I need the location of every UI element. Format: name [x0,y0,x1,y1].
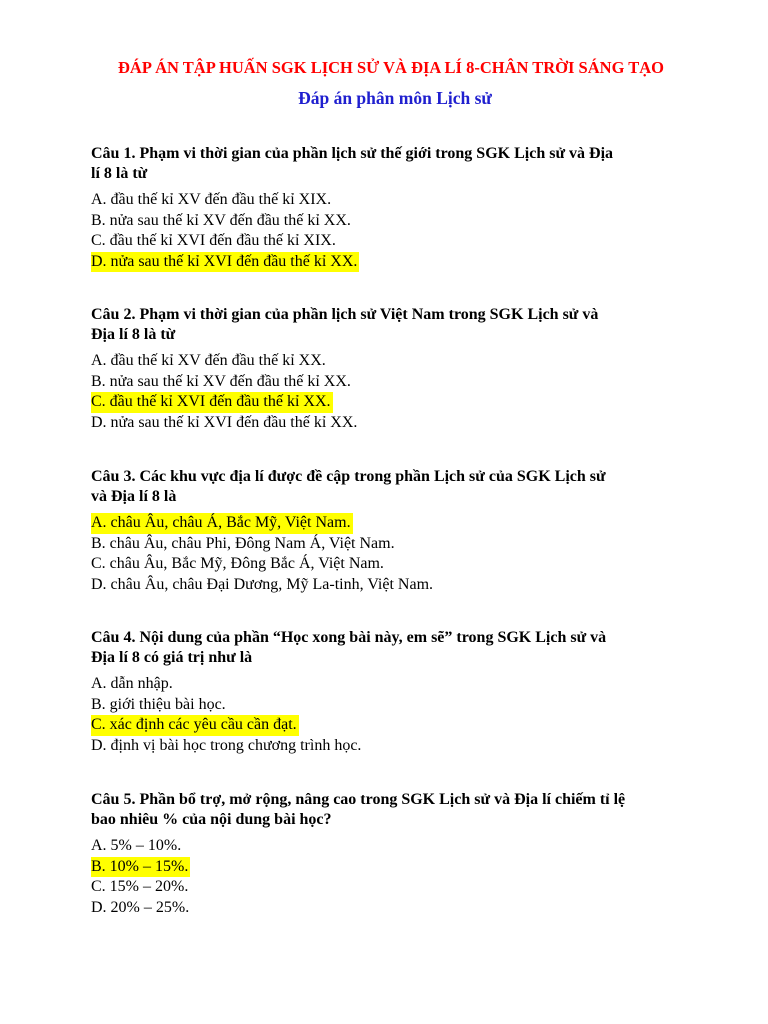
answer-option-b: B. giới thiệu bài học. [91,695,226,713]
answer-option-a: A. dẫn nhập. [91,675,173,692]
question-stem-line: bao nhiêu % của nội dung bài học? [91,811,332,828]
question-stem [91,467,691,507]
answer-option-d-correct: D. nửa sau thế kỉ XVI đến đầu thế kỉ XX. [91,252,691,273]
question-stem-line: Câu 5. Phần bổ trợ, mở rộng, nâng cao trong SGK Lịch sử và Địa lí chiếm tỉ lệ [91,791,626,808]
answer-option-b-correct: B. 10% – 15%. [91,857,691,878]
question-stem [91,790,691,830]
answer-option-b: B. châu Âu, châu Phi, Đông Nam Á, Việt Nam. [91,534,395,552]
question-stem [91,628,691,668]
answer-option-d: D. châu Âu, châu Đại Dương, Mỹ La-tinh, Việt Nam. [91,575,434,593]
answer-option-c-correct: C. xác định các yêu cầu cần đạt. [91,715,691,736]
question-stem [91,144,691,184]
section-subtitle: Đáp án phân môn Lịch sử [298,88,492,108]
question-5 [91,790,691,918]
question-stem-line: lí 8 là từ [91,165,148,182]
answer-option-b: B. nửa sau thế kỉ XV đến đầu thế kỉ XX. [91,211,351,229]
answer-option-d: D. 20% – 25%. [91,898,190,916]
answer-option-a: A. 5% – 10%. [91,837,182,854]
question-3 [91,467,691,595]
question-stem-line: và Địa lí 8 là [91,488,177,505]
answer-option-c-correct: C. đầu thế kỉ XVI đến đầu thế kỉ XX. [91,392,691,413]
answer-option-c: C. đầu thế kỉ XVI đến đầu thế kỉ XIX. [91,232,336,249]
answer-option-d: D. nửa sau thế kỉ XVI đến đầu thế kỉ XX. [91,413,358,431]
answer-option-c: C. châu Âu, Bắc Mỹ, Đông Bắc Á, Việt Nam. [91,555,384,572]
question-stem-line: Câu 2. Phạm vi thời gian của phần lịch sử Việt Nam trong SGK Lịch sử và [91,306,599,323]
question-4 [91,628,691,756]
question-stem [91,305,691,345]
answer-option-c: C. 15% – 20%. [91,878,189,895]
question-stem-line: Câu 4. Nội dung của phần “Học xong bài này, em sẽ” trong SGK Lịch sử và [91,629,607,646]
question-stem-line: Địa lí 8 có giá trị như là [91,649,253,666]
question-stem-line: Địa lí 8 là từ [91,326,176,343]
answer-option-a-correct: A. châu Âu, châu Á, Bắc Mỹ, Việt Nam. [91,513,691,534]
answer-option-b: B. nửa sau thế kỉ XV đến đầu thế kỉ XX. [91,372,351,390]
answer-option-a: A. đầu thế kỉ XV đến đầu thế kỉ XX. [91,352,326,369]
question-stem-line: Câu 1. Phạm vi thời gian của phần lịch sử thế giới trong SGK Lịch sử và Địa [91,145,614,162]
question-2 [91,305,691,433]
answer-option-d: D. định vị bài học trong chương trình học. [91,736,362,754]
question-1 [91,144,691,272]
question-stem-line: Câu 3. Các khu vực địa lí được đề cập trong phần Lịch sử của SGK Lịch sử [91,468,606,485]
document-title: ĐÁP ÁN TẬP HUẤN SGK LỊCH SỬ VÀ ĐỊA LÍ 8-CHÂN TRỜI SÁNG TẠO [118,58,664,77]
answer-option-a: A. đầu thế kỉ XV đến đầu thế kỉ XIX. [91,191,332,208]
